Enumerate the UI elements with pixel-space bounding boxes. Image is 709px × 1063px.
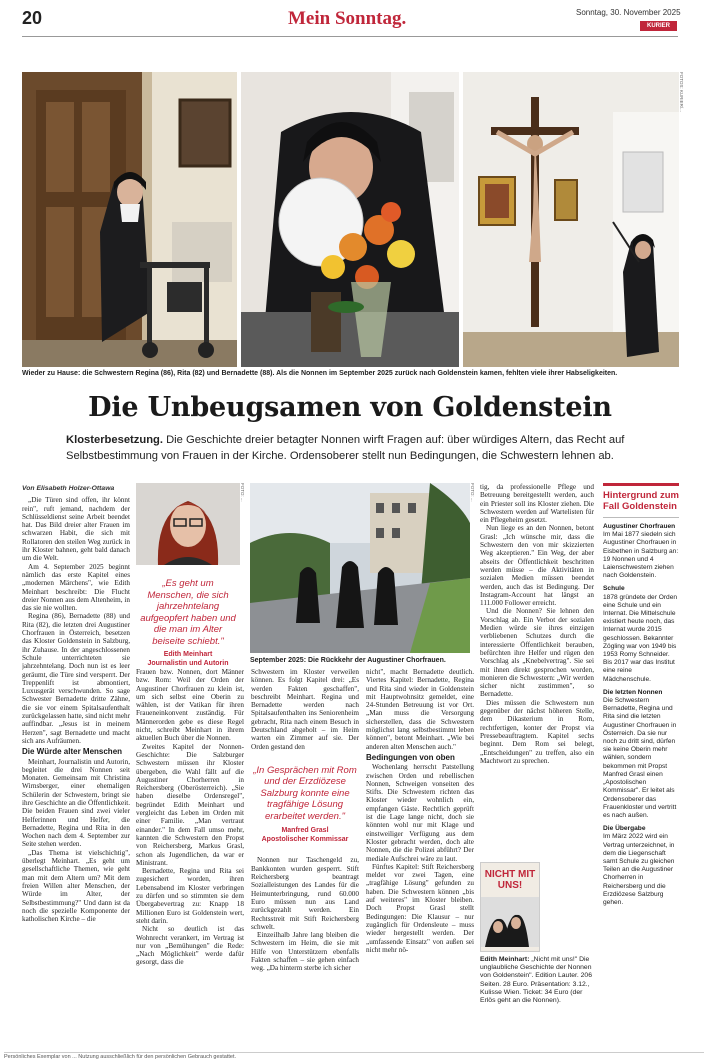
background-sidebar [603, 483, 679, 907]
quote-text: „Es geht um Menschen, die sich jahrzehntelang aufgeopfert haben und die man im Alter beiseite schiebt." [140, 578, 236, 647]
divider [603, 517, 679, 518]
photo-credit: FOTOS: KURIER/... [679, 72, 684, 112]
book-details: „Nicht mit uns!" Die unglaubliche Geschichte der Nonnen von Goldenstein". Edition Lauter. 206 Seiten. 28 Euro. Präsentation: 3.12., Kulisse Wien. Ticket: 34 Euro (der Erlös geht an die Nonnen). [480, 956, 592, 1005]
column-2 [136, 668, 244, 1050]
photo-nun-rollator [22, 72, 237, 367]
subheading: Die Würde alter Menschen [22, 747, 123, 757]
column-4 [366, 668, 474, 1050]
paragraph: Nicht so deutlich ist das Wohnrecht verankert, im Vertrag ist nur von „Bemühungen" die Rede: „Nach Möglichkeit" werde dafür gesorgt, dass die [136, 925, 244, 967]
paragraph: „Die Türen sind offen, ihr könnt rein", ruft jemand, nachdem der Schlüsseldienst seine Arbeit beendet hat. Das Bild dreier alter Frauen im schwarzen Habit, die sich mit Rollatoren den steilen Weg zurück in ihr Kloster bahnen, geht bald danach um die Welt. [22, 496, 130, 563]
paragraph: tig, da professionelle Pflege und Betreuung bereitgestellt werden, auch ein Priester soll ins Kloster ziehen. Die Schwestern werden auf Wartelisten für ein Pflegeheim gesetzt. [480, 483, 594, 525]
walk-photo-credit: FOTO: ... [470, 483, 475, 502]
headline: Die Unbeugsamen von Goldenstein [88, 392, 612, 423]
kurier-logo: KURIER [640, 21, 677, 31]
column-3 [251, 668, 359, 1050]
paragraph: Einzeilhalb Jahre lang bleiben die Schwestern im Heim, die sie mit Hilfe von Unterstützern ebenfalls Fakten schaffen – sie gehen einfach weg. „Da hinterm sterbe ich sicher [251, 931, 359, 973]
lead-text: Die Geschichte dreier betagter Nonnen wirft Fragen auf: über würdiges Altern, das Recht auf Selbstbestimmung von Frauen in der Kirche. Ordensoberer stellt nun Bedingungen, die Schwestern lehnen ab. [66, 434, 625, 462]
paragraph: Schwestern im Kloster verweilen können. Es folgt Kapitel drei: „Es werden Fakten geschaffen", beschreibt Meinhart. Regina und Bernadette werden nach Spitalsaufenthalten ins Seniorenheim gebracht, Rita nach einem Besuch in Deutschland abgeholt – im Heim warten ein Zimmer auf sie. Der Orden gestand den [251, 668, 359, 751]
book-cover [480, 862, 540, 952]
quote-name: Edith Meinhart [163, 651, 213, 658]
paragraph: Zweites Kapitel der Nonnen-Geschichte: Die Salzburger Schwestern müssen ihr Kloster übergeben, die Wahl fällt auf die Augustiner Chorherren in Reichersberg (Oberösterreich). „Sie haben dieselbe Ordensregel", begründet Edith Meinhart und vergleicht das Leben im Orden mit einer Familie. „Man vertraut einander." In dem Fall umso mehr, kannten die Schwestern den Propst von Reichersberg, Markus Grasl, schon als Jugendlichen, da war er Ministrant. [136, 742, 244, 867]
paragraph: nicht", macht Bernadette deutlich. Viertes Kapitel: Bernadette, Regina und Rita sind wieder in Goldenstein mit Hauptwohnsitz gemeldet, eine 24-Stunden Betreuung ist vor Ort. „Man muss die Versorgung sicherstellen, dass die Schwestern möglichst lang selbstbestimmt leben können", betont Meinhart. „Wie bei anderen alten Menschen auch." [366, 668, 474, 751]
sidebar-text: Im März 2022 wird ein Vertrag unterzeichnet, in dem die Liegenschaft samt Schule zu gleichen Teilen an die Augustiner Chorherren in Reichersberg und die Erzdiözese Salzburg gehen. [603, 833, 675, 906]
pull-quote-1 [138, 578, 238, 668]
walk-photo-caption: September 2025: Die Rückkehr der Augustiner Chorfrauen. [250, 657, 446, 664]
book-cover-title: NICHT MIT UNS! [484, 869, 536, 891]
column-5 [480, 483, 594, 858]
byline: Von Elisabeth Holzer-Ottawa [22, 485, 115, 492]
pull-quote-2 [251, 765, 359, 845]
top-photo-caption: Wieder zu Hause: die Schwestern Regina (86), Rita (82) und Bernadette (88). Als die Nonnen im September 2025 zurück nach Goldenstein kamen, fehlten viele ihrer Habseligkeiten. [22, 370, 618, 377]
section-title: Mein Sonntag. [288, 8, 407, 29]
paragraph: Bernadette, Regina und Rita sei zugesichert worden, ihren Lebensabend im Kloster verbringen zu dürfen und so stimmten sie dem Übergabevertrag zu: Knapp 18 Millionen Euro ist Goldenstein wert, steht darin. [136, 867, 244, 925]
footer-notice: Persönliches Exemplar von ... Nutzung ausschließlich für den persönlichen Gebrauch gestattet. [4, 1052, 704, 1060]
portrait-credit: FOTO: ... [240, 483, 245, 502]
column-1 [22, 485, 130, 1050]
sidebar-heading: Schule [603, 585, 625, 593]
paragraph: Fünftes Kapitel: Stift Reichersberg meldet vor zwei Tagen, eine „tragfähige Lösung" gefunden zu haben. Die Schwestern können „bis auf weiteres" im Kloster bleiben. Doch Propst Grasl stellt Bedingungen: Die Klausur – nur zugänglich für Ordensleute – muss wieder hergestellt werden. Der „umfassende Einsatz" von außen sei nicht mehr nö- [366, 862, 474, 954]
photo-nun-crucifix [463, 72, 679, 367]
book-author: Edith Meinhart: [480, 956, 530, 963]
sidebar-text: Im Mai 1877 siedeln sich Augustiner Chorfrauen in Eisbethen in Salzburg an: 19 Nonnen und 4 Laienschwestern ziehen nach Goldenstein. [603, 531, 679, 580]
quote-role: Journalistin und Autorin [147, 659, 229, 667]
photo-nun-flowers [241, 72, 459, 367]
sidebar-text: Die Schwestern Bernadette, Regina und Rita sind die letzten Augustiner Chorfrauen in Österreich. Da sie nur noch zu dritt sind, dürfen sie keine Oberin mehr wählen, sondern bekommen mit Propst Manfred Grasl einen „Apostolischen Kommissar". Er leitet als Ordensoberer das Frauenkloster und vertritt es nach außen. [603, 697, 677, 819]
sidebar-text: 1878 gründete der Orden eine Schule und ein Internat. Die Mittelschule existiert heute noch, das Internat wurde 2015 geschlossen. Bekannter Zögling war von 1949 bis 1953 Romy Schneider. Bis 2017 war das Institut eine reine Mädchenschule. [603, 593, 678, 683]
issue-date: Sonntag, 30. November 2025 [576, 8, 681, 17]
paragraph: Und die Nonnen? Sie lehnen den Vorschlag ab. Ein Verbot der sozialen Medien würde sie ihres einzigen verbliebenen Schutzes durch die interessierte Öffentlichkeit berauben, befürchten ihre Helfer und rügen den Vorschlag als „Knebelvertrag". Sie sei mit ihnen direkt gesprochen worden, monieren die Schwestern: „Wir werden sicher nicht zustimmen", so Bernadette. [480, 607, 594, 699]
book-caption [480, 956, 594, 1005]
paragraph: Regina (86), Bernadette (88) und Rita (82), die letzten drei Augustiner Chorfrauen in Österreich, besetzen das Kloster Goldenstein in Salzburg, ihr Zuhause. In der angeschlossenen Schule unterrichteten sie jahrzehntelang. Doch nun ist es leer geräumt, die Türe sind versperrt. Der Treppenlift ist abmontiert, Luxusgerät verschwunden. So sage Schwester Bernadette dritte Zähne, die sie vor einem Spitalsaufenthalt zurückgelassen hatte, sind nicht mehr auffindbar. „Jesus ist in meinem Herzen", sagt Bernadette und macht sich ans Aufräumen. [22, 612, 130, 745]
paragraph: „Das Thema ist vielschichtig", überlegt Meinhart. „Es geht um gesellschaftliche Themen, wie geht man mit dem Altern um? Mit dem freien Willen alter Menschen, der Würde im Alter, der Selbstbestimmung?" Und dann ist da noch die spezielle Komponente der katholischen Kirche – die [22, 848, 130, 924]
sidebar-title: Hintergrund zum Fall Goldenstein [603, 490, 679, 512]
paragraph: Am 4. September 2025 beginnt nämlich das erste Kapitel eines „modernen Märchens", wie Edith Meinhart beschreibt: Die Flucht dreier Nonnen aus dem Altenheim, in das sie nie wollten. [22, 562, 130, 613]
quote-name: Manfred Grasl [281, 827, 329, 835]
page-number: 20 [22, 8, 43, 28]
lead-label: Klosterbesetzung. [66, 434, 163, 446]
sidebar-heading: Augustiner Chorfrauen [603, 523, 676, 530]
paragraph: Nun liege es an den Nonnen, betont Grasl: „Ich wünsche mir, dass die Schwestern den von mir skizzierten Weg akzeptieren." Ein Weg, der aber abseits der Öffentlichkeit beschritten werden müsse – die Aktivitäten in sozialen Medien müssen beendet werden, auch das ist Bedingung. Der Instagram-Account hat längst an 111.000 Follower erreicht. [480, 524, 594, 608]
paragraph: Wochenlang herrscht Patstellung zwischen Orden und rebellischen Nonnen, Schweigen vonseiten des Stifts. Die Schwestern richten das Kloster wieder wohnlich ein, empfangen Gäste. Rechtlich geprüft ist die Lage lange nicht, doch sie könnten wohl nur mit Klage und einstweiliger Verfügung aus dem Kloster gebracht werden, doch alte Nonnen, die die Polizei abführt? Der mediale Aufschrei wäre zu laut. [366, 763, 474, 863]
subheading: Bedingungen von oben [366, 752, 455, 762]
paragraph: Dies müssen die Schwestern nun gegenüber der nächst höheren Stelle, dem Dikasterium in Rom, rechtfertigen, konter der Propst via Pressebeauftragtem. Kapitel sechs beginnt. Dem Rom sei belegt, „Entscheidungen" zu treffen, also ein Machtwort zu sprechen. [480, 698, 594, 765]
paragraph: Meinhart, Journalistin und Autorin, begleitet die drei Nonnen seit Monaten. Gemeinsam mit Christina Wirnsberger, einer ehemaligen Schülerin der Schwestern, bringt sie ihre Geschichte an die Öffentlichkeit. Die beiden Frauen sind zwei vieler Helferinnen und Helfer, die Bernadette, Regina und Rita in den Wochen nach dem 4. September zur Seite stehen werden. [22, 757, 130, 849]
photo-nuns-return [250, 483, 470, 653]
quote-role: Apostolischer Kommissar [261, 835, 349, 843]
sidebar-heading: Die Übergabe [603, 825, 646, 833]
lead-paragraph [66, 433, 636, 464]
paragraph: Nonnen nur Taschengeld zu, Bankkonten wurden gesperrt. Stift Reichersberg beantragt Sozialleistungen des Landes für die Heimunterbringung, rund 60.000 Euro müssen nun aus Land zurückgezahlt werden. Ein Rechtsstreit mit Stift Reichersberg schwelt. [251, 856, 359, 931]
quote-text: „In Gesprächen mit Rom und der Erzdiözese Salzburg konnte eine tragfähige Lösung erarbeitet werden." [253, 764, 357, 822]
sidebar-heading: Die letzten Nonnen [603, 688, 663, 696]
header-rule [22, 36, 678, 37]
paragraph: Frauen bzw. Nonnen, dort Männer bzw. Rom: Weil der Orden der Augustiner Chorfrauen zu klein ist, um sich selbst eine Oberin zu wählen, ist der Vatikan für ihren Fraueneinkonvent zuständig. Für Männerorden gebe es diese Regel nicht, schreibt Meinhart in ihrem aktuellen Buch über die Nonnen. [136, 668, 244, 743]
photo-portrait-meinhart [136, 483, 240, 565]
